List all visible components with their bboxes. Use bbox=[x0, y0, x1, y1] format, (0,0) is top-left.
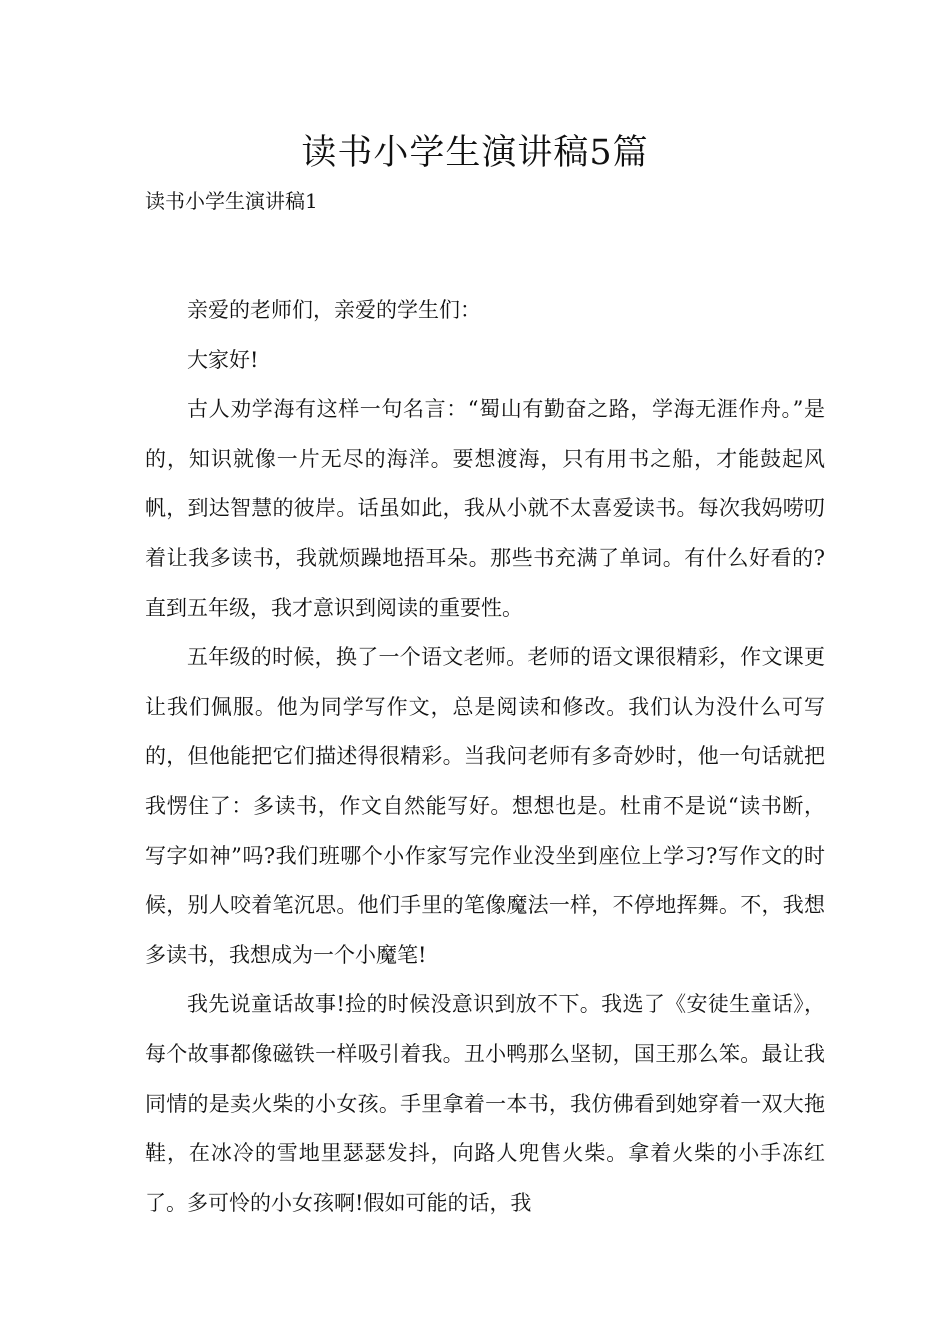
body-paragraph: 古人劝学海有这样一句名言：“蜀山有勤奋之路，学海无涯作舟。”是的，知识就像一片无尽的海洋。要想渡海，只有用书之船，才能鼓起风帆，到达智慧的彼岸。话虽如此，我从小就不太喜爱读书。每次我妈唠叨着让我多读书，我就烦躁地捂耳朵。那些书充满了单词。有什么好看的?直到五年级，我才意识到阅读的重要性。 bbox=[145, 397, 825, 620]
document-body bbox=[145, 286, 825, 1228]
body-paragraph: 五年级的时候，换了一个语文老师。老师的语文课很精彩，作文课更让我们佩服。他为同学写作文，总是阅读和修改。我们认为没什么可写的，但他能把它们描述得很精彩。当我问老师有多奇妙时，他一句话就把我愣住了：多读书，作文自然能写好。想想也是。杜甫不是说“读书断，写字如神”吗?我们班哪个小作家写完作业没坐到座位上学习?写作文的时候，别人咬着笔沉思。他们手里的笔像魔法一样，不停地挥舞。不，我想多读书，我想成为一个小魔笔! bbox=[145, 645, 825, 967]
greeting-paragraph: 亲爱的老师们，亲爱的学生们： bbox=[187, 298, 481, 322]
document-title: 读书小学生演讲稿5篇 bbox=[301, 133, 649, 173]
body-paragraph: 我先说童话故事!捡的时候没意识到放不下。我选了《安徒生童话》，每个故事都像磁铁一样吸引着我。丑小鸭那么坚韧，国王那么笨。最让我同情的是卖火柴的小女孩。手里拿着一本书，我仿佛看到她穿着一双大拖鞋，在冰冷的雪地里瑟瑟发抖，向路人兜售火柴。拿着火柴的小手冻红了。多可怜的小女孩啊!假如可能的话，我 bbox=[145, 992, 825, 1215]
section-heading: 读书小学生演讲稿1 bbox=[145, 189, 318, 213]
salutation-paragraph: 大家好! bbox=[187, 347, 259, 372]
